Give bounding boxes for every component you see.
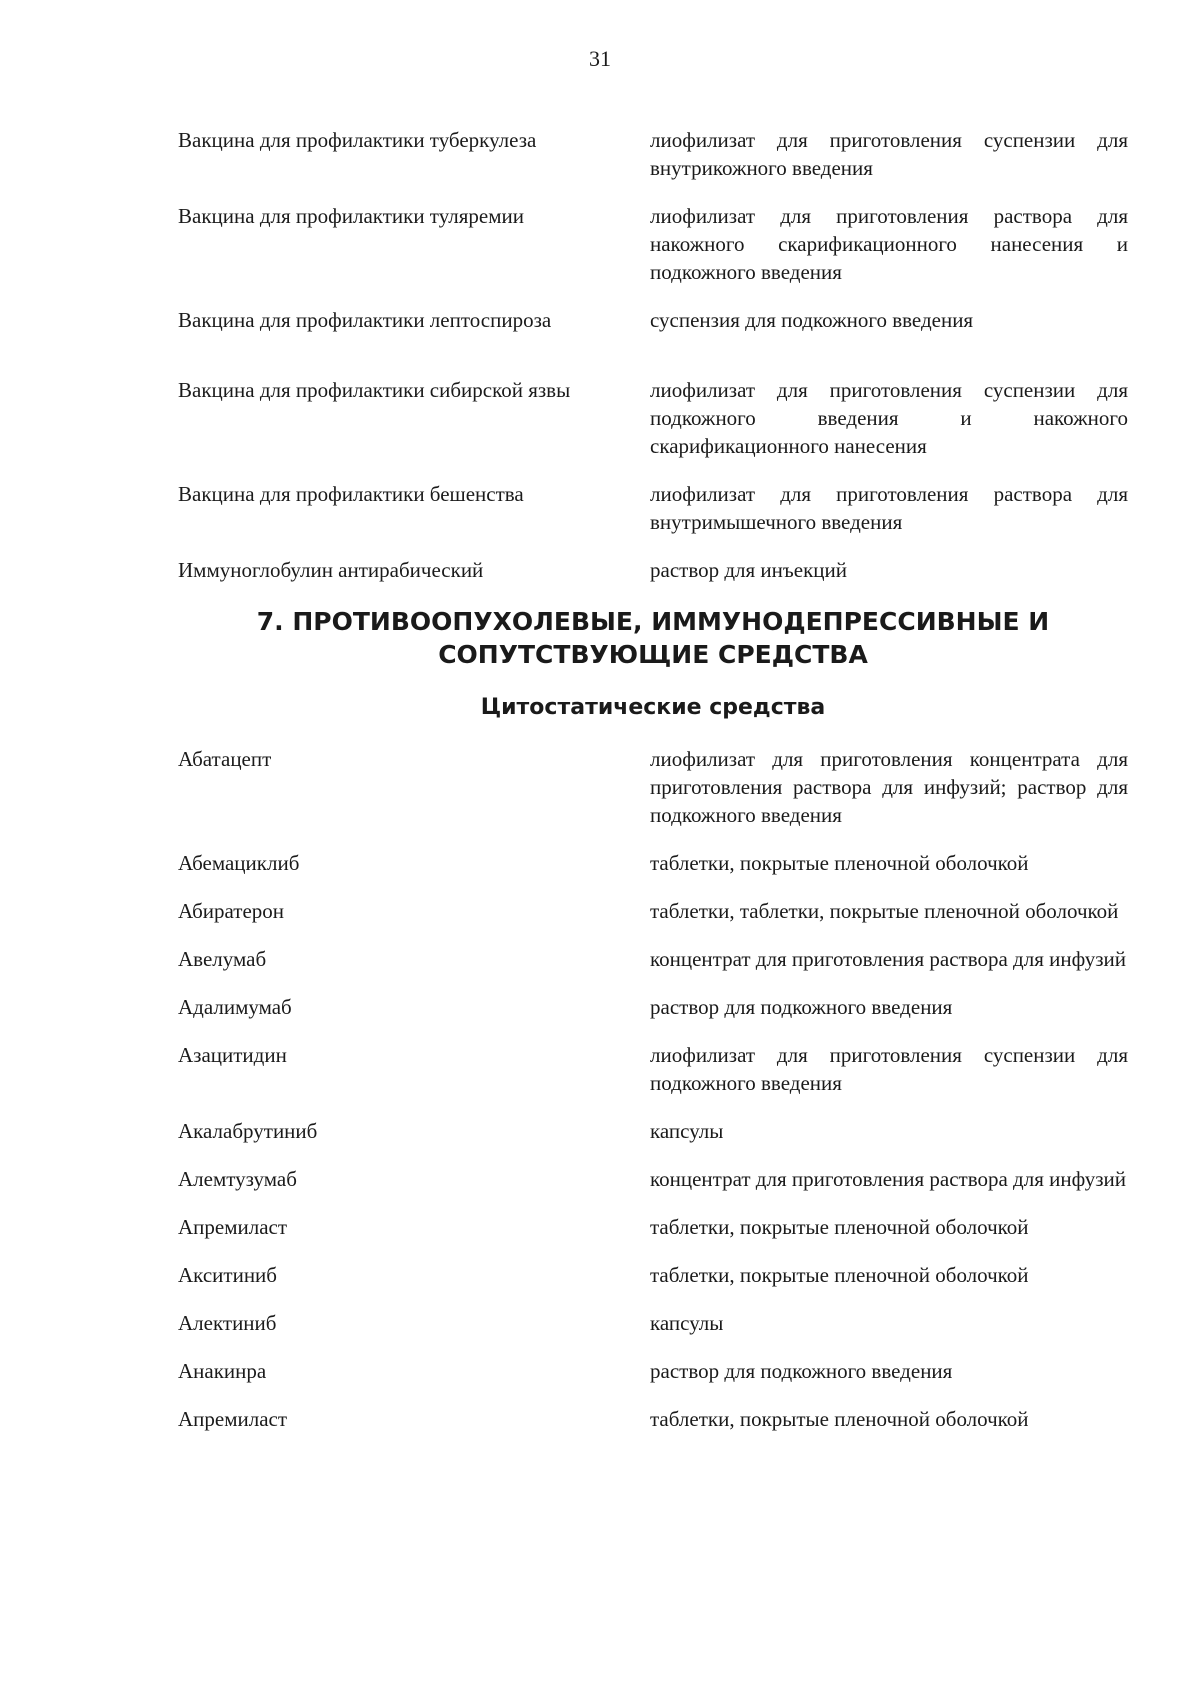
subsection-title: Цитостатические средства xyxy=(480,695,826,720)
list-item xyxy=(178,1357,1128,1385)
drug-name: Акситиниб xyxy=(178,1263,277,1287)
drug-name: Анакинра xyxy=(178,1359,267,1383)
drug-name: Апремиласт xyxy=(178,1407,288,1431)
drug-list-cytostatic xyxy=(178,745,1128,1433)
drug-form: суспензия для подкожного введения xyxy=(650,308,974,332)
drug-form: капсулы xyxy=(650,1119,724,1143)
drug-name: Вакцина для профилактики туберкулеза xyxy=(178,128,537,152)
list-item xyxy=(178,1165,1128,1193)
list-item xyxy=(178,202,1128,286)
list-item xyxy=(178,376,1128,460)
drug-form: лиофилизат для приготовления раствора для накожного скарификационного нанесения и подкожного введения xyxy=(650,204,1128,284)
drug-form: концентрат для приготовления раствора для инфузий xyxy=(650,1167,1126,1191)
list-item xyxy=(178,1117,1128,1145)
drug-form: таблетки, покрытые пленочной оболочкой xyxy=(650,1215,1029,1239)
list-item xyxy=(178,849,1128,877)
list-item xyxy=(178,745,1128,829)
drug-name: Авелумаб xyxy=(178,947,267,971)
drug-name: Вакцина для профилактики туляремии xyxy=(178,204,525,228)
subsection-header xyxy=(178,693,1128,723)
drug-form: капсулы xyxy=(650,1311,724,1335)
drug-name: Алектиниб xyxy=(178,1311,277,1335)
drug-name: Вакцина для профилактики сибирской язвы xyxy=(178,378,571,402)
page-number: 31 xyxy=(589,46,611,71)
list-item xyxy=(178,1405,1128,1433)
drug-name: Азацитидин xyxy=(178,1043,287,1067)
drug-name: Абемациклиб xyxy=(178,851,300,875)
drug-name: Апремиласт xyxy=(178,1215,288,1239)
drug-form: лиофилизат для приготовления концентрата для приготовления раствора для инфузий; раствор для подкожного введения xyxy=(650,747,1128,827)
list-item xyxy=(178,1213,1128,1241)
drug-form: лиофилизат для приготовления суспензии для подкожного введения и накожного скарификационного нанесения xyxy=(650,378,1128,458)
list-item xyxy=(178,1309,1128,1337)
drug-name: Акалабрутиниб xyxy=(178,1119,318,1143)
section-title-line-1: 7. ПРОТИВООПУХОЛЕВЫЕ, ИММУНОДЕПРЕССИВНЫЕ И xyxy=(256,607,1050,636)
drug-form: концентрат для приготовления раствора для инфузий xyxy=(650,947,1126,971)
drug-name: Абатацепт xyxy=(178,747,272,771)
list-item xyxy=(178,126,1128,182)
list-item xyxy=(178,1041,1128,1097)
drug-form: таблетки, покрытые пленочной оболочкой xyxy=(650,1407,1029,1431)
list-item xyxy=(178,945,1128,973)
drug-form: лиофилизат для приготовления суспензии для подкожного введения xyxy=(650,1043,1128,1095)
drug-form: лиофилизат для приготовления суспензии для внутрикожного введения xyxy=(650,128,1128,180)
section-title-line-2: СОПУТСТВУЮЩИЕ СРЕДСТВА xyxy=(438,640,868,669)
list-item xyxy=(178,556,1128,584)
drug-name: Алемтузумаб xyxy=(178,1167,297,1191)
drug-form: таблетки, таблетки, покрытые пленочной оболочкой xyxy=(650,899,1119,923)
section-header xyxy=(178,605,1128,671)
drug-name: Абиратерон xyxy=(178,899,285,923)
drug-form: таблетки, покрытые пленочной оболочкой xyxy=(650,851,1029,875)
drug-name: Иммуноглобулин антирабический xyxy=(178,558,484,582)
drug-name: Адалимумаб xyxy=(178,995,292,1019)
list-item xyxy=(178,897,1128,925)
list-item xyxy=(178,480,1128,536)
drug-form: раствор для подкожного введения xyxy=(650,995,953,1019)
list-item xyxy=(178,306,1128,334)
drug-form: раствор для инъекций xyxy=(650,558,847,582)
drug-name: Вакцина для профилактики бешенства xyxy=(178,482,524,506)
drug-form: лиофилизат для приготовления раствора для внутримышечного введения xyxy=(650,482,1128,534)
list-item xyxy=(178,1261,1128,1289)
drug-form: раствор для подкожного введения xyxy=(650,1359,953,1383)
drug-form: таблетки, покрытые пленочной оболочкой xyxy=(650,1263,1029,1287)
drug-list-top xyxy=(178,126,1128,584)
list-item xyxy=(178,993,1128,1021)
drug-name: Вакцина для профилактики лептоспироза xyxy=(178,308,552,332)
